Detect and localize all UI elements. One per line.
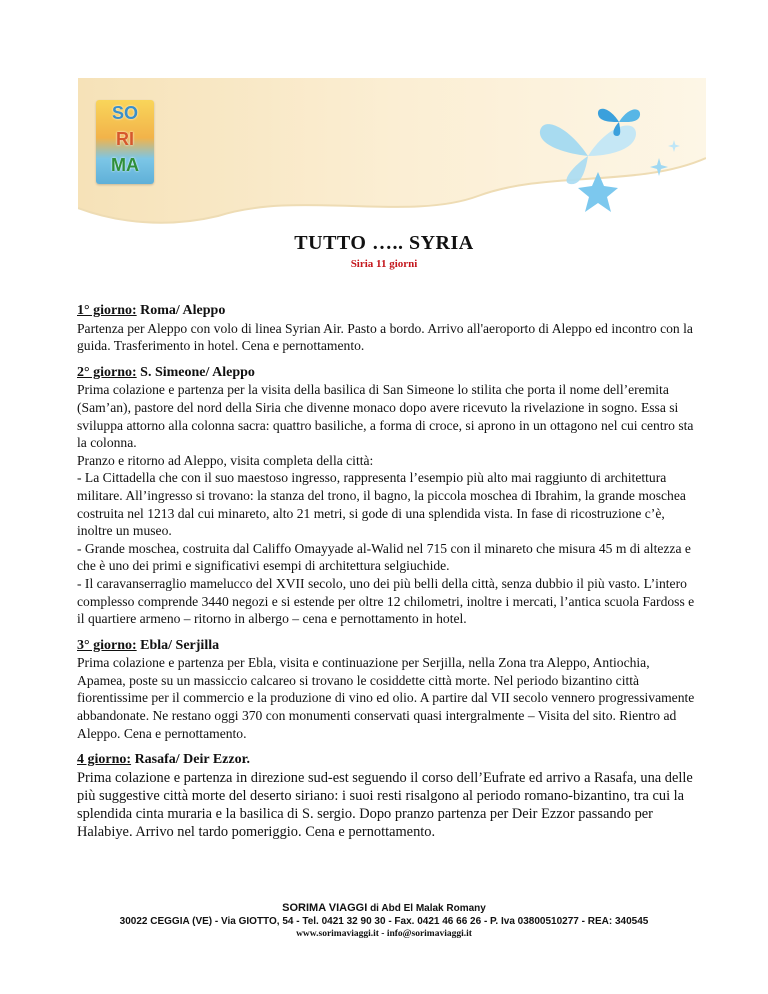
day-2 <box>77 364 697 628</box>
footer-web[interactable]: www.sorimaviaggi.it - info@sorimaviaggi.it <box>296 929 472 939</box>
star-small-icon <box>650 158 668 176</box>
day-description: Prima colazione e partenza per la visita della basilica di San Simeone lo stilita che porta il nome dell’eremita (Sam’an), pastore del nord della Siria che divenne monaco dopo avere ricevuto la rivelazione in sogno. Essa si sviluppa attorno alla colonna sacra: quattro basiliche, a forma di croce, si aprono in un ottagono nel cui centro sta la colonna. <box>77 382 694 451</box>
day-route: Ebla/ Serjilla <box>136 637 220 653</box>
day-1 <box>77 302 697 355</box>
page-subtitle: Siria 11 giorni <box>350 258 418 270</box>
star-large-icon <box>576 170 620 214</box>
day-description: - La Cittadella che con il suo maestoso ingresso, rappresenta l’esempio più alto mai raggiunto di architettura militare. All’ingresso si trovano: la stanza del trono, il bagno, la piccola moschea di Ibrahim, la grande moschea costruita nel 1213 dal cui minareto, alto 21 metri, si gode di una splendida vista. In fase di ricostruzione c’è, inoltre un museo. <box>77 470 686 539</box>
footer-address: 30022 CEGGIA (VE) - Via GIOTTO, 54 - Tel. 0421 32 90 30 - Fax. 0421 46 66 26 - P. Iva 03800510277 - REA: 340545 <box>119 916 649 927</box>
day-heading <box>77 302 697 320</box>
star-tiny-icon <box>668 140 680 152</box>
logo-letters-so: SO <box>111 103 138 123</box>
day-description: - Il caravanserraglio mamelucco del XVII secolo, uno dei più belli della città, senza dubbio il più vasto. L’intero complesso comprende 3440 negozi e si estende per oltre 12 chilometri, inoltre i mercati, l’antica scuola Fardoss e il quartiere armeno – ritorno in albergo – cena e pernottamento in hotel. <box>77 575 695 627</box>
footer <box>0 902 768 939</box>
day-description: Pranzo e ritorno ad Aleppo, visita completa della città: <box>77 452 374 468</box>
logo-letters-ma: MA <box>111 155 139 175</box>
title-block <box>0 232 768 270</box>
day-heading <box>77 637 697 655</box>
day-number: 2° giorno: <box>77 364 137 380</box>
day-heading <box>77 751 697 769</box>
day-number: 3° giorno: <box>77 637 137 653</box>
logo-letters-ri: RI <box>116 129 134 149</box>
page-title: TUTTO ….. SYRIA <box>294 232 474 254</box>
day-description: Prima colazione e partenza per Ebla, visita e continuazione per Serjilla, nella Zona tra Aleppo, Antiochia, Apamea, poste su un massiccio calcareo si trovano le cosiddette città morte. Nel periodo bizantino città fiorentissime per il commercio e la produzione di vino ed olio. A partire dal VII secolo vennero progressivamente abbandonate. Ne restano oggi 370 con monumenti conservati quasi intergralmente – Visita del sito. Rientro ad Aleppo. Cena e pernottamento. <box>77 655 695 741</box>
day-4 <box>77 751 697 841</box>
day-description: - Grande moschea, costruita dal Califfo Omayyade al-Walid nel 715 con il minareto che misura 45 m di altezza e che è uno dei primi e significativi esempi di architettura selgiuchide. <box>77 540 691 574</box>
butterfly-small-icon <box>595 104 643 138</box>
header-banner <box>78 78 706 226</box>
company-name: SORIMA VIAGGI <box>282 902 368 914</box>
day-route: Roma/ Aleppo <box>136 303 226 318</box>
day-3 <box>77 637 697 743</box>
footer-company <box>0 902 768 914</box>
day-description: Partenza per Aleppo con volo di linea Syrian Air. Pasto a bordo. Arrivo all'aeroporto di Aleppo ed incontro con la guida. Trasferimento in hotel. Cena e pernottamento. <box>77 320 693 354</box>
day-number: 1° giorno: <box>77 303 137 318</box>
day-route: S. Simeone/ Aleppo <box>136 364 255 380</box>
sorima-logo <box>96 100 154 184</box>
day-number: 4 giorno: <box>77 752 132 768</box>
itinerary <box>77 302 697 850</box>
day-route: Rasafa/ Deir Ezzor. <box>131 752 251 768</box>
day-description: Prima colazione e partenza in direzione sud-est seguendo il corso dell’Eufrate ed arrivo a Rasafa, una delle più suggestive città morte del deserto siriano: i suoi resti risalgono al periodo romano-bizantino, tra cui la splendida cinta muraria e la basilica di S. sergio. Dopo pranzo partenza per Deir Ezzor passando per Halabiye. Arrivo nel tardo pomeriggio. Cena e pernottamento. <box>77 770 693 841</box>
company-owner: di Abd El Malak Romany <box>367 903 486 914</box>
day-heading <box>77 364 697 382</box>
